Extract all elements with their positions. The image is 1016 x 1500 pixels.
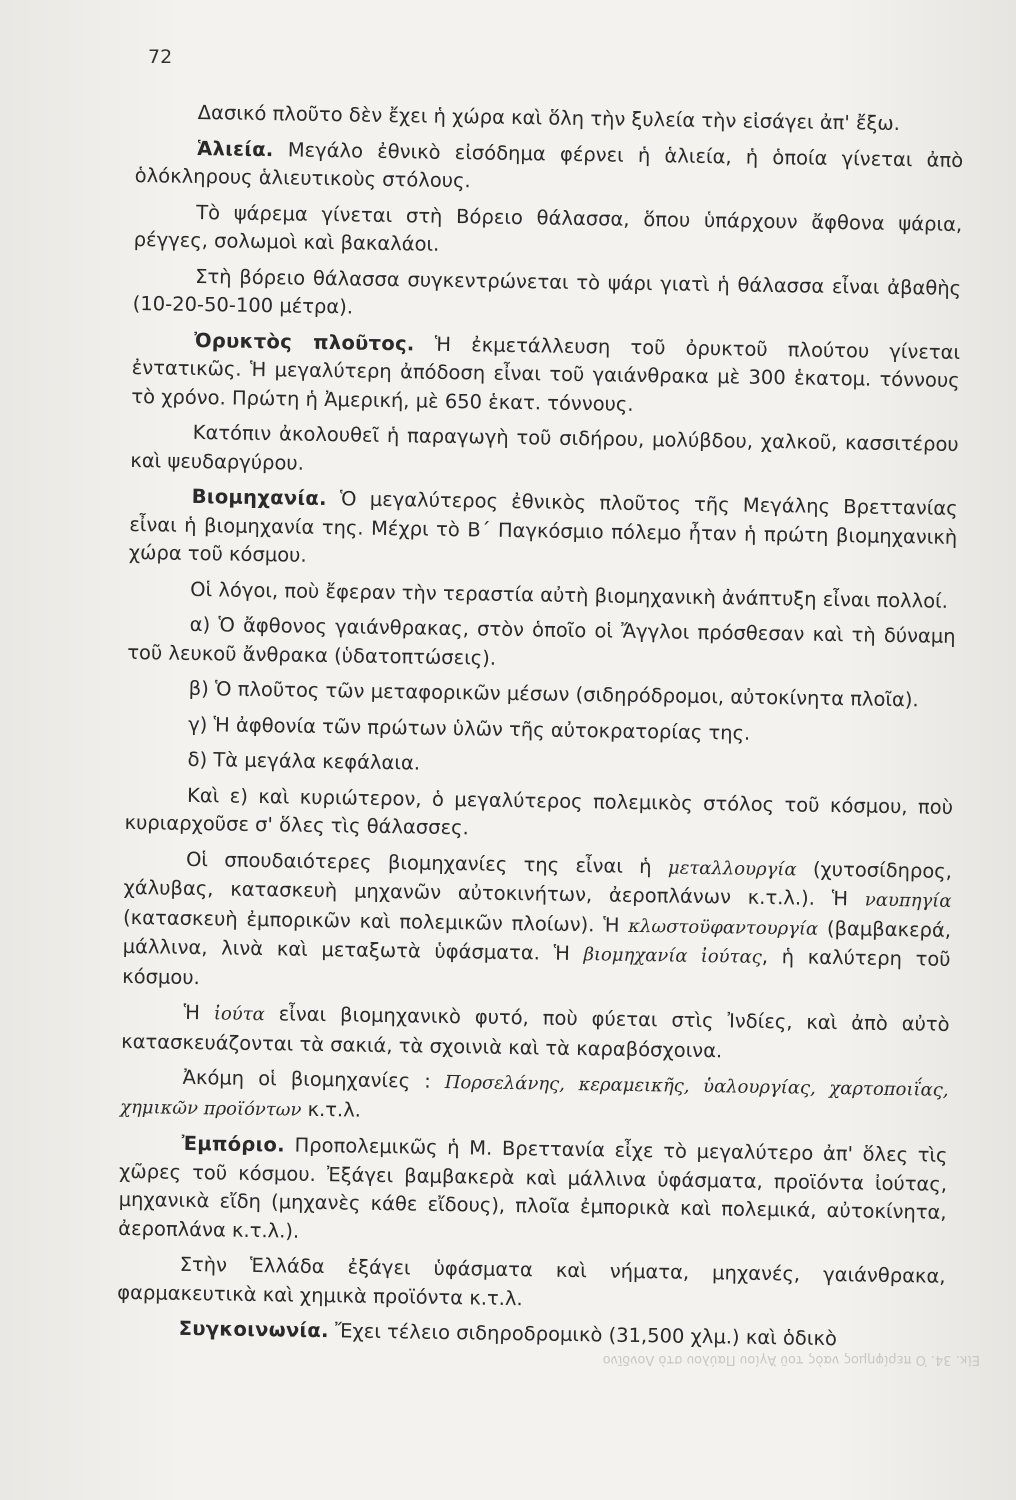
paragraph-p7 bbox=[129, 482, 958, 580]
italic-term: μεταλλουργία bbox=[667, 856, 797, 880]
italic-term: κλωστοϋφαντουργία bbox=[628, 915, 819, 940]
paragraph-p17 bbox=[118, 1129, 948, 1256]
section-heading: Συγκοινωνία. bbox=[178, 1316, 329, 1343]
text-segment: , ἡ καλύτερη τοῦ κόσμου. bbox=[122, 944, 951, 989]
paragraph-p13 bbox=[124, 780, 953, 850]
text-segment: δ) Τὰ μεγάλα κεφάλαια. bbox=[187, 747, 421, 775]
paragraph-p10 bbox=[127, 674, 955, 716]
text-segment: Οἱ λόγοι, ποὺ ἔφεραν τὴν τεραστία αὐτὴ βιομηχανικὴ ἀνάπτυξη εἶναι πολλοί. bbox=[190, 577, 949, 613]
paragraph-p3 bbox=[134, 197, 963, 267]
page-number: 72 bbox=[148, 46, 173, 68]
text-segment: Μεγάλο ἐθνικὸ εἰσόδημα φέρνει ἡ ἁλιεία, ἡ ὁποία γίνεται ἀπὸ ὁλόκληρους ἁλιευτικοὺς στόλους. bbox=[134, 137, 964, 193]
section-heading: Ὀρυκτὸς πλοῦτος. bbox=[194, 328, 415, 355]
text-segment: Ἡ bbox=[183, 1000, 215, 1025]
text-segment: (κατασκευὴ ἐμπορικῶν καὶ πολεμικῶν πλοίων). Ἡ bbox=[122, 905, 629, 937]
text-segment: α) Ὁ ἄφθονος γαιάνθρακας, στὸν ὁποῖο οἱ Ἄγγλοι πρόσθεσαν καὶ τὴ δύναμη τοῦ λευκοῦ ἄνθρακα (ὑδατοπτώσεις). bbox=[127, 612, 956, 670]
text-segment: Προπολεμικῶς ἡ Μ. Βρεττανία εἶχε τὸ μεγαλύτερο ἀπ' ὅλες τὶς χῶρες τοῦ κόσμου. Ἐξάγει βαμβακερὰ καὶ μάλλινα ὑφάσματα, προϊόντα ἰούτας, μηχανικὰ εἴδη (μηχανὲς κάθε εἴδους), πλοῖα ἐμπορικὰ καὶ πολεμικά, αὐτοκίνητα, ἀεροπλάνα κ.τ.λ.). bbox=[118, 1133, 948, 1243]
italic-term: βιομηχανία ἰούτας bbox=[583, 944, 762, 968]
text-segment: Ἔχει τέλειο σιδηροδρομικὸ (31,500 χλμ.) καὶ ὁδικὸ bbox=[328, 1319, 838, 1351]
paragraph-p19 bbox=[116, 1314, 944, 1356]
text-segment: Στὴν Ἑλλάδα ἐξάγει ὑφάσματα καὶ νήματα, μηχανές, γαιάνθρακα, φαρμακευτικὰ καὶ χημικὰ προϊόντα κ.τ.λ. bbox=[117, 1252, 946, 1310]
bleed-through-caption: Εἰκ. 34. Ὁ περίφημος ναὸς τοῦ Ἁγίου Παύλου στὸ Λονδῖνο bbox=[602, 1352, 980, 1367]
italic-term: ναυπηγία bbox=[864, 889, 952, 912]
paragraph-p16 bbox=[120, 1063, 949, 1135]
paragraph-p11 bbox=[126, 709, 954, 751]
body-text bbox=[116, 98, 964, 1362]
paragraph-p6 bbox=[130, 418, 959, 488]
italic-term: Πορσελάνης, κεραμεικῆς, ὑαλουργίας, χαρτοποιΐας, χημικῶν προϊόντων bbox=[119, 1071, 949, 1121]
text-segment: (βαμβακερά, μάλλινα, λινὰ καὶ μεταξωτὰ ὑφάσματα. Ἡ bbox=[122, 916, 952, 966]
paragraph-p15 bbox=[121, 998, 950, 1069]
text-segment: εἶναι βιομηχανικὸ φυτό, ποὺ φύεται στὶς Ἰνδίες, καὶ ἀπὸ αὐτὸ κατασκευάζονται τὰ σακιά, τὰ σχοινιὰ καὶ τὰ καραβόσχοινα. bbox=[121, 1002, 950, 1062]
section-heading: Ἐμπόριο. bbox=[181, 1131, 286, 1157]
paragraph-p1 bbox=[136, 98, 964, 140]
paragraph-p18 bbox=[117, 1250, 946, 1320]
text-segment: κ.τ.λ. bbox=[301, 1097, 362, 1122]
text-segment: Ὁ μεγαλύτερος ἐθνικὸς πλοῦτος τῆς Μεγάλης Βρεττανίας εἶναι ἡ βιομηχανία της. Μέχρι τὸ Β΄ Παγκόσμιο πόλεμο ἦταν ἡ πρώτη βιομηχανικὴ χώρα τοῦ κόσμου. bbox=[128, 487, 958, 567]
paragraph-p12 bbox=[125, 745, 953, 787]
paragraph-p4 bbox=[133, 261, 962, 331]
text-segment: Δασικό πλοῦτο δὲν ἔχει ἡ χώρα καὶ ὅλη τὴν ξυλεία τὴν εἰσάγει ἀπ' ἔξω. bbox=[197, 100, 901, 136]
paragraph-p14 bbox=[122, 844, 952, 1003]
text-segment: Οἱ σπουδαιότερες βιομηχανίες της εἶναι ἡ bbox=[185, 847, 669, 878]
italic-term: ἰούτα bbox=[213, 1003, 265, 1026]
paragraph-p5 bbox=[131, 325, 960, 423]
paragraph-p8 bbox=[128, 574, 956, 616]
paragraph-p2 bbox=[135, 133, 964, 203]
text-segment: Ἀκόμη οἱ βιομηχανίες : bbox=[182, 1065, 446, 1093]
paragraph-p9 bbox=[127, 610, 956, 680]
text-segment: Καὶ ε) καὶ κυριώτερον, ὁ μεγαλύτερος πολεμικὸς στόλος τοῦ κόσμου, ποὺ κυριαρχοῦσε σ' ὅλες τὶς θάλασσες. bbox=[124, 783, 954, 840]
text-segment: (χυτοσίδηρος, χάλυβας, κατασκευὴ μηχανῶν αὐτοκινήτων, ἀεροπλάνων κ.τ.λ.). Ἡ bbox=[123, 856, 953, 911]
text-segment: Κατόπιν ἀκολουθεῖ ἡ παραγωγὴ τοῦ σιδήρου, μολύβδου, χαλκοῦ, κασσιτέρου καὶ ψευδαργύρου. bbox=[130, 420, 959, 475]
text-segment: Στὴ βόρειο θάλασσα συγκεντρώνεται τὸ ψάρι γιατὶ ἡ θάλασσα εἶναι ἀβαθὴς (10-20-50-100 μέτρα). bbox=[132, 264, 962, 319]
text-segment: Ἡ ἐκμετάλλευση τοῦ ὀρυκτοῦ πλούτου γίνεται ἐντατικῶς. Ἡ μεγαλύτερη ἀπόδοση εἶναι τοῦ γαιάνθρακα μὲ 300 ἑκατομ. τόννους τὸ χρόνο. Πρώτη ἡ Ἀμερική, μὲ 650 ἑκατ. τόννους. bbox=[131, 331, 961, 416]
text-segment: γ) Ἡ ἀφθονία τῶν πρώτων ὑλῶν τῆς αὐτοκρατορίας της. bbox=[187, 712, 751, 745]
text-segment: Τὸ ψάρεμα γίνεται στὴ Βόρειο θάλασσα, ὅπου ὑπάρχουν ἄφθονα ψάρια, ρέγγες, σολωμοὶ καὶ βακαλάοι. bbox=[133, 200, 963, 256]
section-heading: Ἁλιεία. bbox=[197, 136, 274, 161]
section-heading: Βιομηχανία. bbox=[191, 484, 327, 511]
text-segment: β) Ὁ πλοῦτος τῶν μεταφορικῶν μέσων (σιδηρόδρομοι, αὐτοκίνητα πλοῖα). bbox=[188, 676, 919, 712]
